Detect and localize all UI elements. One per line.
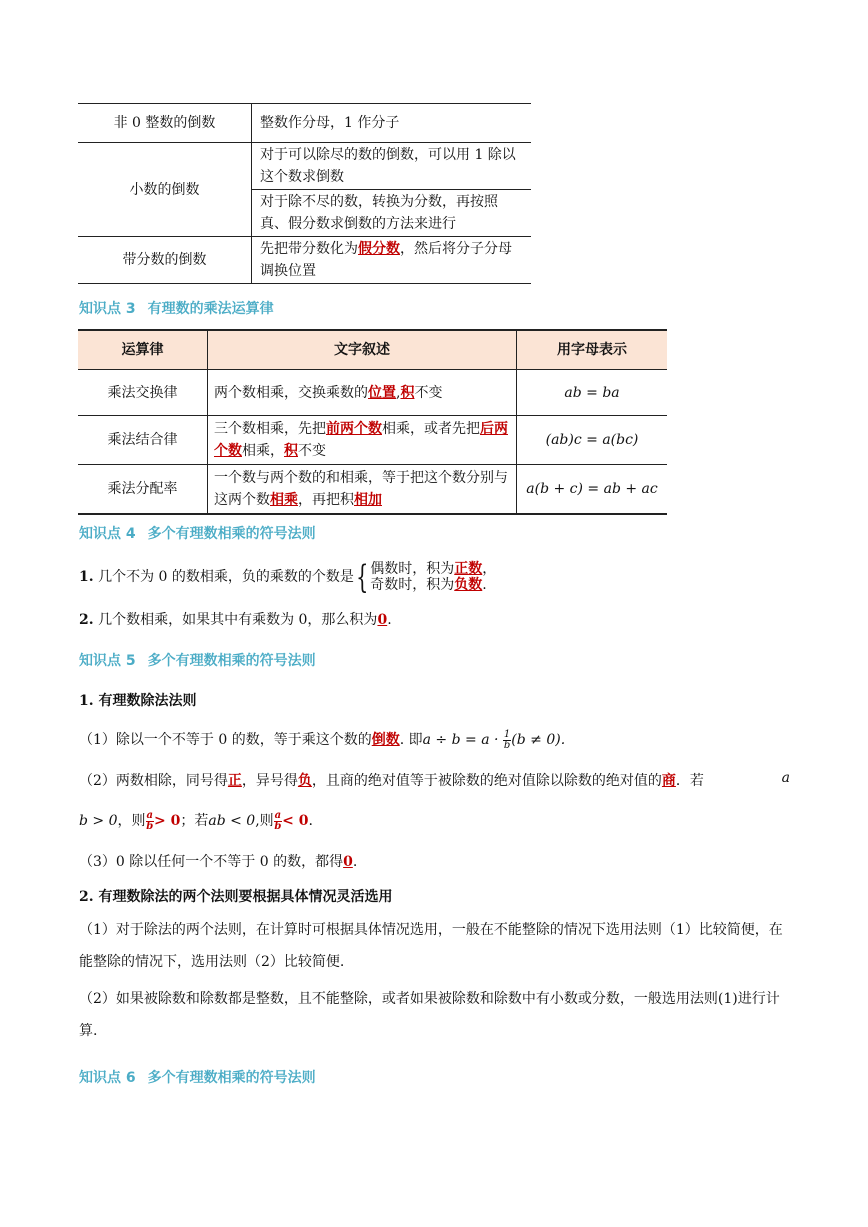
table-row [78, 465, 667, 515]
multiplication-laws-table [78, 329, 667, 515]
column-header: 文字叙述 [208, 330, 517, 370]
section-heading-5 [79, 650, 316, 670]
case-line [370, 561, 496, 577]
subheading-1 [79, 690, 197, 710]
cases-block [370, 561, 496, 593]
math-expression: b > 0 [79, 813, 118, 829]
rule-paragraph-2 [79, 609, 392, 629]
desc-text: ，然后将分子分母调换位置 [260, 241, 512, 279]
section-heading-6 [79, 1067, 316, 1087]
subheading-text: 有理数除法法则 [98, 693, 197, 709]
rule-text: ，异号得 [241, 773, 298, 789]
rule-text: ，则 [117, 813, 146, 829]
keyword: 0 [343, 854, 353, 870]
fraction [146, 811, 154, 832]
section-number: 知识点 4 [79, 526, 136, 542]
item-number: 1. [79, 569, 94, 585]
law-formula: a(b + c) = ab + ac [517, 465, 668, 515]
law-name: 乘法交换律 [78, 370, 208, 416]
desc-text: 相乘，或者先把 [382, 421, 480, 437]
section-title: 多个有理数相乘的符号法则 [147, 1070, 316, 1086]
law-formula: ab = ba [517, 370, 668, 416]
rule-text: . 即 [399, 732, 423, 748]
case-text: . [482, 577, 487, 593]
section-title: 多个有理数相乘的符号法则 [147, 526, 316, 542]
column-header: 运算律 [78, 330, 208, 370]
section-heading-4 [79, 523, 316, 543]
subheading-2 [79, 886, 393, 906]
brace-symbol: { [355, 558, 369, 596]
rule-text: （2）两数相除，同号得 [79, 773, 228, 789]
desc-text: 三个数相乘，先把 [214, 421, 326, 437]
fraction [274, 811, 282, 832]
math-expression: ab < 0 [208, 813, 256, 829]
rule-text: . [387, 612, 392, 628]
table-cell-desc: 整数作分母，1 作分子 [252, 104, 532, 143]
desc-text: 先把带分数化为 [260, 241, 358, 257]
law-description [208, 416, 517, 465]
table-header-row [78, 330, 667, 370]
keyword: 0 [377, 612, 388, 628]
keyword: 相乘 [270, 492, 298, 508]
fraction-numerator: a [274, 809, 282, 821]
table-row [78, 237, 531, 284]
math-expression: (b ≠ 0). [511, 732, 566, 748]
section-number: 知识点 6 [79, 1070, 136, 1086]
usage-paragraph-2: （2）如果被除数和除数都是整数，且不能整除，或者如果被除数和除数中有小数或分数，一般选用法则(1)进行计算. [79, 991, 780, 1039]
table-cell-desc: 对于可以除尽的数的倒数，可以用 1 除以这个数求倒数 [252, 143, 532, 190]
math-variable: a [781, 770, 790, 786]
fraction-numerator: a [146, 809, 153, 821]
section-number: 知识点 5 [79, 653, 136, 669]
division-rule-2-line2 [79, 810, 313, 832]
section-title: 多个有理数相乘的符号法则 [147, 653, 316, 669]
item-number: 2. [79, 889, 94, 905]
rule-text: ,则 [255, 813, 274, 829]
desc-text: 一个数与两个数的和相乘，等于把这个数分别与这两个数 [214, 470, 508, 508]
rule-text: （1）除以一个不等于 0 的数，等于乘这个数的 [79, 732, 372, 748]
table-row [78, 143, 531, 190]
table-cell-label: 非 0 整数的倒数 [78, 104, 252, 143]
table-row [78, 370, 667, 416]
table-cell-label: 带分数的倒数 [78, 237, 252, 284]
section-title: 有理数的乘法运算律 [147, 301, 274, 317]
keyword: 商 [661, 773, 676, 789]
column-header: 用字母表示 [517, 330, 668, 370]
math-expression: > 0 [153, 813, 181, 829]
table-row [78, 104, 531, 143]
rule-paragraph-1 [79, 558, 497, 596]
keyword: 正 [227, 773, 242, 789]
rule-text: . [308, 813, 313, 829]
case-text: 偶数时，积为 [370, 561, 455, 577]
desc-text: ，再把积 [298, 492, 354, 508]
law-name: 乘法分配率 [78, 465, 208, 515]
rule-text: 几个不为 0 的数相乘，负的乘数的个数是 [98, 569, 354, 585]
table-cell-desc [252, 237, 532, 284]
fraction-numerator: 1 [503, 728, 511, 740]
item-number: 1. [79, 693, 94, 709]
keyword: 相加 [354, 492, 382, 508]
keyword: 后两个数 [214, 421, 508, 459]
keyword: 负数 [454, 577, 483, 593]
subheading-text: 有理数除法的两个法则要根据具体情况灵活选用 [98, 889, 393, 905]
table-cell-label: 小数的倒数 [78, 143, 252, 237]
case-text: ， [482, 561, 497, 577]
desc-text: 不变 [414, 384, 443, 401]
math-expression: a ÷ b = a · [422, 732, 499, 748]
keyword: 负 [297, 773, 312, 789]
rule-text: . [352, 854, 358, 870]
case-text: 奇数时，积为 [370, 577, 455, 593]
division-rule-3 [79, 851, 357, 871]
desc-text: , [396, 384, 401, 401]
item-number: 2. [79, 612, 94, 628]
desc-text: 不变 [298, 443, 326, 459]
table-row [78, 416, 667, 465]
section-number: 知识点 3 [79, 301, 136, 317]
rule-text: （3）0 除以任何一个不等于 0 的数，都得 [79, 854, 344, 870]
division-rule-1 [79, 729, 565, 751]
fraction-denominator: b [146, 820, 154, 832]
fraction-denominator: b [503, 739, 511, 751]
keyword: 位置 [368, 384, 396, 401]
desc-text: 两个数相乘，交换乘数的 [214, 384, 368, 401]
keyword: 倒数 [371, 732, 400, 748]
law-description [208, 370, 517, 416]
rule-text: ；若 [180, 813, 209, 829]
law-name: 乘法结合律 [78, 416, 208, 465]
reciprocal-table [78, 103, 531, 284]
section-heading-3 [79, 298, 274, 318]
division-rule-2-line1 [79, 770, 790, 790]
law-description [208, 465, 517, 515]
keyword: 积 [284, 443, 298, 459]
keyword: 前两个数 [326, 421, 382, 437]
law-formula: (ab)c = a(bc) [517, 416, 668, 465]
table-cell-desc: 对于除不尽的数，转换为分数，再按照真、假分数求倒数的方法来进行 [252, 190, 532, 237]
keyword: 积 [400, 384, 415, 401]
rule-text: ，且商的绝对值等于被除数的绝对值除以除数的绝对值的 [311, 773, 662, 789]
case-line [370, 577, 496, 593]
keyword: 正数 [454, 561, 483, 577]
keyword: 假分数 [358, 241, 400, 257]
usage-paragraph-1: （1）对于除法的两个法则，在计算时可根据具体情况选用，一般在不能整除的情况下选用法则（1）比较简便，在能整除的情况下，选用法则（2）比较简便. [79, 922, 783, 970]
desc-text: 相乘， [242, 443, 284, 459]
rule-text: ．若 [675, 773, 704, 789]
rule-text: 几个数相乘，如果其中有乘数为 0，那么积为 [98, 612, 378, 628]
math-expression: < 0 [282, 813, 309, 829]
fraction-denominator: b [274, 820, 282, 832]
